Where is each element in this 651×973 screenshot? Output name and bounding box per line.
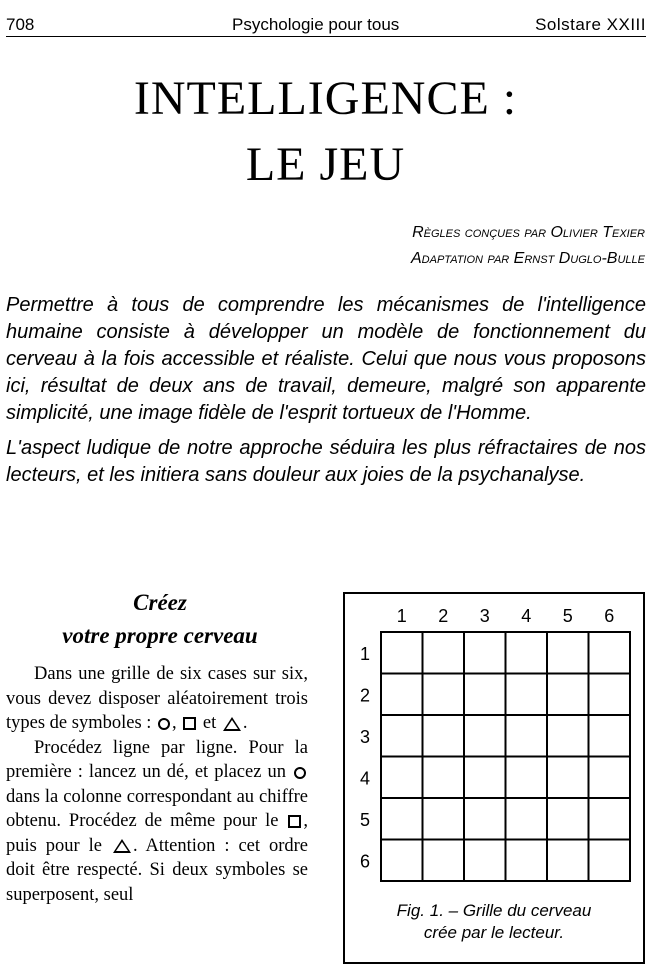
section-heading-line-1: Créez	[133, 590, 187, 615]
grid-cell	[464, 757, 506, 799]
grid-cell	[381, 632, 423, 674]
body-paragraph-2	[6, 736, 308, 908]
grid-cell	[423, 715, 465, 757]
body-text: ,	[172, 713, 177, 733]
issue-label: Solstare XXIII	[535, 15, 646, 34]
page-header	[6, 10, 646, 37]
title-line-2: LE JEU	[245, 138, 406, 191]
figure-caption	[345, 900, 643, 944]
grid-cell	[547, 715, 589, 757]
intro-paragraph-2: L'aspect ludique de notre approche séduira les plus réfractaires de nos lecteurs, et les initiera sans douleur aux joies de la psychanalyse.	[6, 437, 646, 486]
article-title	[0, 70, 651, 194]
journal-name: Psychologie pour tous	[232, 15, 400, 34]
grid-cell	[547, 632, 589, 674]
body-paragraph-1	[6, 662, 308, 736]
grid-cell	[423, 798, 465, 840]
credits-rules: Règles conçues par Olivier Texier	[412, 224, 645, 241]
body-text: Procédez ligne par ligne. Pour la première : lancez un dé, et placez un	[6, 737, 308, 782]
section-heading	[6, 586, 314, 652]
grid-row-label: 2	[359, 685, 371, 706]
grid-cell	[506, 757, 548, 799]
grid-cell	[589, 798, 631, 840]
brain-grid	[345, 594, 643, 894]
grid-cell	[589, 674, 631, 716]
circle-icon	[158, 718, 170, 730]
body-text: et	[202, 713, 217, 733]
grid-column-label: 3	[479, 606, 490, 626]
grid-cell	[381, 840, 423, 882]
body-text: dans la colonne correspondant au chiffre obtenu. Procédez de même pour le	[6, 786, 308, 831]
grid-cell	[464, 715, 506, 757]
grid-cell	[506, 674, 548, 716]
article-credits	[411, 220, 645, 272]
grid-cell	[589, 757, 631, 799]
section-heading-line-2: votre propre cerveau	[62, 623, 258, 648]
square-icon	[183, 717, 196, 730]
grid-cell	[589, 840, 631, 882]
body-text: , puis pour le	[6, 811, 308, 856]
grid-cell	[423, 632, 465, 674]
grid-cell	[547, 798, 589, 840]
body-text: .	[242, 713, 248, 733]
body-text: . Attention : cet ordre doit être respecté. Si deux symboles se superposent, seul	[6, 835, 308, 905]
grid-cell	[423, 674, 465, 716]
circle-icon	[294, 767, 306, 779]
triangle-icon	[113, 839, 131, 853]
body-text: Dans une grille de six cases sur six, vous devez disposer aléatoirement trois types de symboles :	[6, 664, 308, 733]
section-body	[6, 662, 308, 907]
grid-row-label: 6	[359, 851, 371, 872]
grid-row-label: 4	[359, 768, 371, 789]
grid-column-label: 4	[521, 606, 532, 626]
intro-paragraph-1: Permettre à tous de comprendre les mécanismes de l'intelligence humaine consiste à développer un modèle de fonctionnement du cerveau à la fois accessible et réaliste. Celui que nous vous proposons ici, résultat de deux ans de travail, demeure, malgré son apparente simplicité, une image fidèle de l'esprit tortueux de l'Homme.	[6, 294, 646, 424]
grid-cell	[381, 674, 423, 716]
square-icon	[288, 815, 301, 828]
page-number: 708	[6, 15, 35, 34]
credits-adaptation: Adaptation par Ernst Duglo-Bulle	[411, 250, 645, 267]
grid-cell	[506, 715, 548, 757]
grid-column-label: 2	[438, 606, 449, 626]
grid-cell	[381, 798, 423, 840]
article-intro	[6, 292, 646, 497]
grid-cell	[547, 840, 589, 882]
caption-line-1: Fig. 1. – Grille du cerveau	[396, 901, 592, 920]
grid-cell	[381, 715, 423, 757]
grid-cell	[506, 798, 548, 840]
triangle-icon	[223, 717, 241, 731]
grid-cell	[423, 840, 465, 882]
grid-column-label: 5	[562, 606, 573, 626]
grid-cell	[381, 757, 423, 799]
grid-cell	[506, 840, 548, 882]
caption-line-2: crée par le lecteur.	[423, 923, 565, 942]
grid-cell	[547, 757, 589, 799]
grid-row-label: 3	[359, 726, 371, 747]
title-line-1: INTELLIGENCE :	[133, 72, 518, 125]
grid-row-label: 1	[359, 643, 371, 664]
figure-brain-grid	[343, 592, 645, 964]
grid-row-label: 5	[359, 809, 371, 830]
grid-cell	[547, 674, 589, 716]
grid-cell	[506, 632, 548, 674]
grid-column-label: 6	[604, 606, 615, 626]
grid-column-label: 1	[396, 606, 407, 626]
grid-cell	[464, 840, 506, 882]
grid-cell	[464, 798, 506, 840]
grid-cell	[589, 632, 631, 674]
grid-cell	[464, 632, 506, 674]
grid-cell	[589, 715, 631, 757]
grid-cell	[423, 757, 465, 799]
grid-cell	[464, 674, 506, 716]
